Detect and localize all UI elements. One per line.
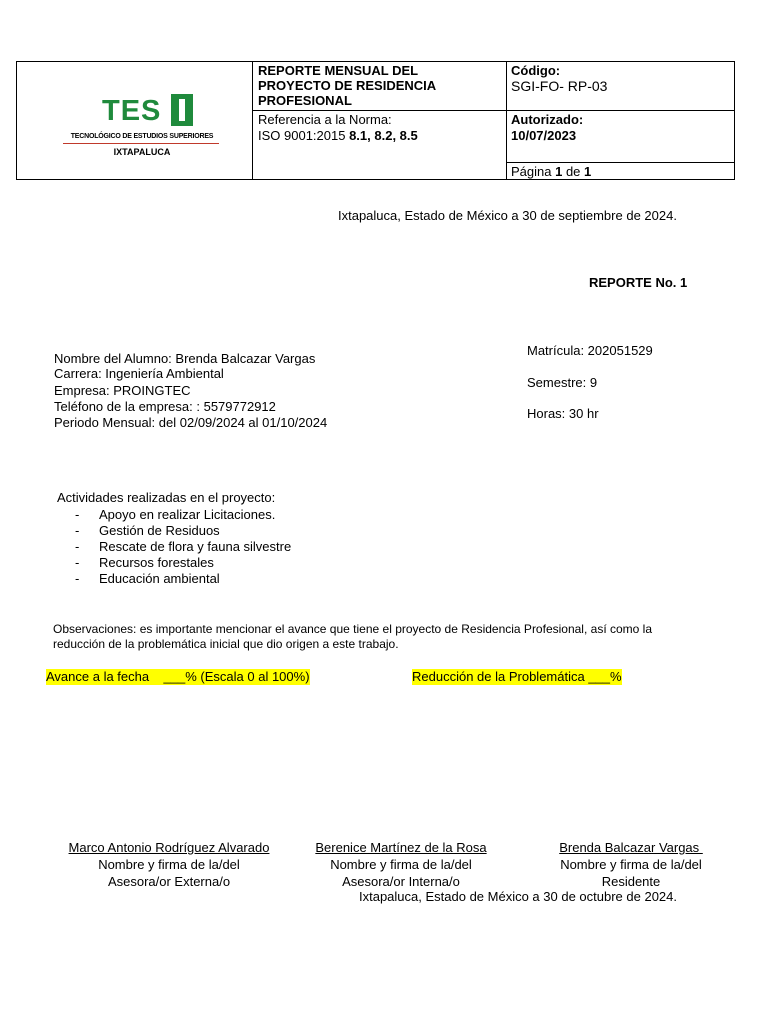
observations-line: reducción de la problemática inicial que dio origen a este trabajo. [53,637,399,651]
footer-date-line: Ixtapaluca, Estado de México a 30 de octubre de 2024. [359,889,677,904]
norm-standard: ISO 9001:2015 [258,128,350,143]
activity-text: Apoyo en realizar Licitaciones. [99,507,276,522]
page-total: 1 [584,164,592,179]
norm-label: Referencia a la Norma: [258,112,392,127]
signature-name: Marco Antonio Rodríguez Alvarado [68,840,270,855]
report-period: Periodo Mensual: del 02/09/2024 al 01/10/2024 [54,415,328,430]
signature-role: Nombre y firma de la/del [98,857,240,872]
code-value: SGI-FO- RP-03 [511,78,608,94]
header-row-divider-2 [506,162,735,163]
report-number: REPORTE No. 1 [589,275,688,290]
signature-role: Nombre y firma de la/del [330,857,472,872]
company-phone: Teléfono de la empresa: : 5579772912 [54,399,276,414]
list-item [75,523,220,539]
signature-block-internal-advisor [296,839,506,890]
advance-field: Avance a la fecha ___% (Escala 0 al 100%) [46,669,310,684]
signature-role: Asesora/or Externa/o [107,874,231,889]
authorized-label: Autorizado: [511,112,584,127]
observations-line: Observaciones: es importante mencionar el avance que tiene el proyecto de Residencia Profesional, así como la [53,622,652,636]
list-item [75,571,220,587]
logo-mark-icon [171,94,193,126]
page-of: de [562,164,585,179]
activities-heading: Actividades realizadas en el proyecto: [57,490,276,505]
signature-role: Asesora/or Interna/o [342,874,460,889]
activity-text: Educación ambiental [99,571,220,586]
logo-acronym: TES [102,95,162,127]
signature-name: Berenice Martínez de la Rosa [315,840,487,855]
signature-role: Nombre y firma de la/del [560,857,702,872]
bullet-dash: - [75,539,80,554]
document-title-line: PROFESIONAL [258,93,352,108]
logo-institution-name: TECNOLÓGICO DE ESTUDIOS SUPERIORES [70,133,214,140]
list-item [75,539,292,555]
student-matricula: Matrícula: 202051529 [527,343,653,358]
page-word: Página [511,164,556,179]
student-name: Nombre del Alumno: Brenda Balcazar Vargas [54,351,316,366]
header-table [16,61,735,180]
document-title [258,63,436,108]
norm-reference [258,128,418,143]
institution-logo [61,92,221,162]
student-hours: Horas: 30 hr [527,406,599,421]
bullet-dash: - [75,523,80,538]
signature-block-resident [544,839,718,890]
document-title-line: PROYECTO DE RESIDENCIA [258,78,437,93]
student-company: Empresa: PROINGTEC [54,383,191,398]
signature-role: Residente [601,874,661,889]
header-row-divider-1 [252,110,735,111]
bullet-dash: - [75,555,80,570]
activity-text: Rescate de flora y fauna silvestre [99,539,292,554]
bullet-dash: - [75,507,80,522]
list-item [75,555,214,571]
reduction-field: Reducción de la Problemática ___% [412,669,622,684]
signature-name: Brenda Balcazar Vargas [559,840,703,855]
activity-text: Recursos forestales [99,555,214,570]
page-indicator [511,164,591,179]
date-line: Ixtapaluca, Estado de México a 30 de septiembre de 2024. [338,208,677,223]
logo-underline [63,143,219,144]
norm-sections: 8.1, 8.2, 8.5 [349,128,418,143]
page-current: 1 [555,164,563,179]
header-divider-1 [252,62,253,179]
student-career: Carrera: Ingeniería Ambiental [54,366,224,381]
bullet-dash: - [75,571,80,586]
authorized-date: 10/07/2023 [511,128,577,143]
document-title-line: REPORTE MENSUAL DEL [258,63,419,78]
code-label: Código: [511,63,561,78]
logo-city: IXTAPALUCA [113,147,171,157]
student-semester: Semestre: 9 [527,375,598,390]
activity-text: Gestión de Residuos [99,523,220,538]
signature-block-external-advisor [50,839,288,890]
list-item [75,507,276,523]
